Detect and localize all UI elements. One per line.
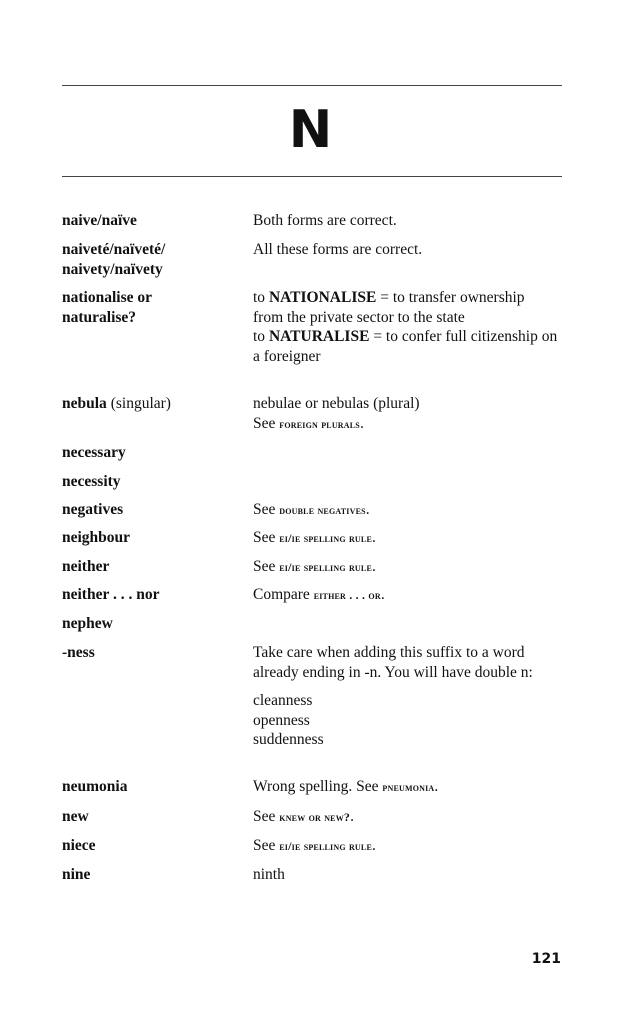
- cross-reference: [253, 807, 558, 828]
- ref-end: .: [371, 837, 376, 854]
- entry-term: neither . . . nor: [62, 586, 160, 603]
- page-number: 121: [531, 951, 561, 967]
- cross-reference: [253, 585, 558, 606]
- see-label: See: [253, 837, 280, 854]
- entry-term: nine: [62, 866, 91, 883]
- entry-definition: [253, 288, 558, 366]
- def-keyword: NATURALISE: [268, 328, 370, 345]
- entry-term: -ness: [62, 644, 95, 661]
- def-prefix: to: [253, 328, 269, 345]
- def-text: = to confer full citizenship on a foreigner: [253, 328, 558, 365]
- cross-reference: [253, 836, 558, 857]
- term-line: naturalise?: [62, 308, 137, 326]
- entry-term: neumonia: [62, 778, 128, 795]
- entry-term: necessary: [62, 444, 126, 461]
- section-letter: N: [288, 100, 333, 160]
- cross-reference: [253, 500, 558, 521]
- entry-term: necessity: [62, 473, 121, 490]
- ref-end: .: [359, 414, 364, 432]
- entry-definition: ninth: [253, 866, 285, 883]
- cross-reference: [253, 777, 558, 798]
- cross-reference: [253, 557, 558, 578]
- top-rule: [62, 85, 562, 86]
- entry-term: [62, 394, 247, 414]
- example-word: cleanness: [253, 692, 313, 709]
- ref-link[interactable]: ei/ie spelling rule: [279, 560, 372, 574]
- entry-definition: [253, 643, 558, 750]
- ref-link[interactable]: foreign plurals: [279, 416, 360, 431]
- definition-naturalise: [253, 327, 558, 366]
- see-label: See: [253, 414, 280, 432]
- ref-link[interactable]: knew or new?: [279, 810, 351, 824]
- entry-term: new: [62, 808, 89, 825]
- entry-term: niece: [62, 837, 96, 854]
- ref-end: .: [380, 586, 385, 603]
- entry-definition: All these forms are correct.: [253, 241, 423, 258]
- def-keyword: NATIONALISE: [268, 289, 377, 306]
- see-label: See: [253, 501, 280, 518]
- ref-link[interactable]: either . . . or: [313, 588, 381, 602]
- term-line: naivety/naïvety: [62, 260, 163, 278]
- example-word: suddenness: [253, 731, 324, 748]
- example-list: [253, 691, 558, 750]
- see-label: Wrong spelling. See: [253, 778, 383, 795]
- see-label: See: [253, 558, 280, 575]
- def-prefix: to: [253, 289, 269, 306]
- term-line: naiveté/naïveté/: [62, 241, 166, 258]
- ref-link[interactable]: pneumonia: [382, 780, 435, 794]
- def-text: = to transfer ownership from the private sector to the state: [253, 289, 525, 326]
- ref-link[interactable]: double negatives: [279, 503, 366, 517]
- entry-term: [62, 240, 247, 279]
- ref-end: .: [371, 529, 376, 546]
- example-word: openness: [253, 711, 310, 729]
- definition-nationalise: [253, 288, 558, 327]
- def-text: Take care when adding this suffix to a word already ending in -n. You will have double n:: [253, 644, 533, 681]
- ref-end: .: [371, 558, 376, 575]
- see-label: See: [253, 529, 280, 546]
- ref-link[interactable]: ei/ie spelling rule: [279, 839, 372, 853]
- ref-end: .: [350, 808, 354, 825]
- entry-term: [62, 288, 247, 327]
- entry-term: neighbour: [62, 529, 131, 546]
- entry-term: naive/naïve: [62, 212, 137, 229]
- def-text: nebulae or nebulas (plural): [253, 395, 420, 412]
- ref-end: .: [365, 501, 370, 518]
- entry-term: negatives: [62, 501, 124, 518]
- cross-reference: [253, 528, 558, 549]
- entry-definition: Both forms are correct.: [253, 212, 397, 229]
- ref-end: .: [434, 778, 439, 795]
- compare-label: Compare: [253, 586, 314, 603]
- ref-link[interactable]: ei/ie spelling rule: [279, 531, 372, 545]
- term-note: (singular): [106, 395, 171, 412]
- entry-definition: [253, 394, 558, 434]
- term-word: nebula: [62, 395, 107, 412]
- term-line: nationalise or: [62, 289, 152, 306]
- cross-reference: [253, 414, 558, 435]
- bottom-rule: [62, 176, 562, 177]
- entry-term: nephew: [62, 615, 113, 632]
- entry-term: neither: [62, 558, 110, 575]
- see-label: See: [253, 808, 280, 825]
